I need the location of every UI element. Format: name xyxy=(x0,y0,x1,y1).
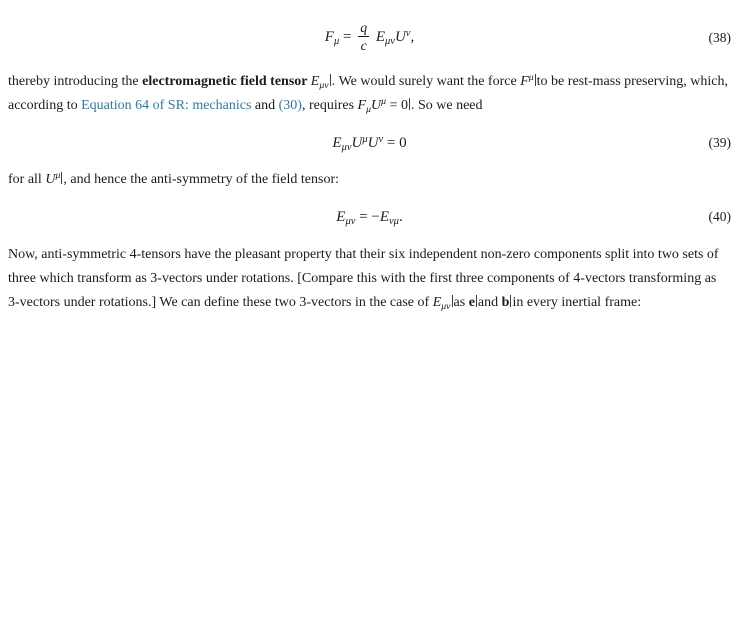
inline-math: $E_{\mu\nu}U^\nu$, xyxy=(375,28,415,48)
text-run: for all xyxy=(8,172,46,188)
text-run: and xyxy=(251,97,279,113)
equation-body xyxy=(324,20,415,54)
inline-math: e xyxy=(468,294,475,310)
paragraph-intro-tensor xyxy=(8,70,731,118)
paragraph-antisymmetry xyxy=(8,168,731,192)
inline-math: $E_{\mu\nu}U^\mu U^\nu = 0$ xyxy=(332,133,407,154)
inline-math: $F^\mu$ xyxy=(520,71,534,89)
cursor-bar xyxy=(409,98,410,110)
text-run: . We would surely want the force xyxy=(331,73,521,89)
fraction-numerator: q xyxy=(358,20,369,37)
equation-number: (40) xyxy=(708,209,731,225)
equation-body xyxy=(336,209,403,228)
text-run: as xyxy=(453,294,469,310)
text-run: . So we need xyxy=(410,97,483,113)
cursor-bar xyxy=(535,74,536,86)
equation-number: (39) xyxy=(708,135,731,151)
display-equation-40 xyxy=(8,207,731,227)
paragraph-three-vectors xyxy=(8,243,731,315)
text-run: Now, anti-symmetric 4-tensors have the pleasant property that their six independent non-zero components split into two sets of three which transform as 3-vectors under rotations. [Compare this with the first three components of 4-vectors transforming as 3-vectors under rotations.] We can define these two 3-vectors in the case of xyxy=(8,246,719,310)
text-run: in every inertial frame: xyxy=(512,294,642,310)
cursor-bar xyxy=(330,74,331,86)
inline-math: $F_\mu$ = xyxy=(324,29,356,48)
equation-number: (38) xyxy=(708,29,731,45)
text-run: thereby introducing the xyxy=(8,73,143,89)
text-run: and xyxy=(477,294,502,310)
cursor-bar xyxy=(452,295,453,307)
inline-link[interactable]: Equation 64 of SR: mechanics xyxy=(81,97,252,113)
display-equation-38 xyxy=(8,21,731,55)
equation-reference-link[interactable]: (30) xyxy=(278,97,302,113)
inline-math: $E_{\mu\nu}$ xyxy=(432,294,451,312)
cursor-bar xyxy=(476,295,477,307)
inline-math: $F_\mu U^\mu = 0$ xyxy=(357,96,408,115)
text-run: , and hence the anti-symmetry of the field tensor: xyxy=(63,172,340,188)
bold-text: electromagnetic field tensor xyxy=(142,73,311,89)
text-run: to be rest-mass preserving, which, according to xyxy=(8,73,728,113)
fraction xyxy=(358,20,369,54)
inline-math: $E_{\mu\nu} = -E_{\nu\mu}$. xyxy=(336,209,403,228)
inline-math: $U^\mu$ xyxy=(45,170,61,188)
display-equation-39 xyxy=(8,133,731,153)
equation-body xyxy=(332,133,407,154)
fraction-denominator: c xyxy=(360,38,367,54)
inline-math: $E_{\mu\nu}$ xyxy=(310,73,329,91)
text-run: , requires xyxy=(301,97,358,113)
inline-math: b xyxy=(501,294,510,310)
